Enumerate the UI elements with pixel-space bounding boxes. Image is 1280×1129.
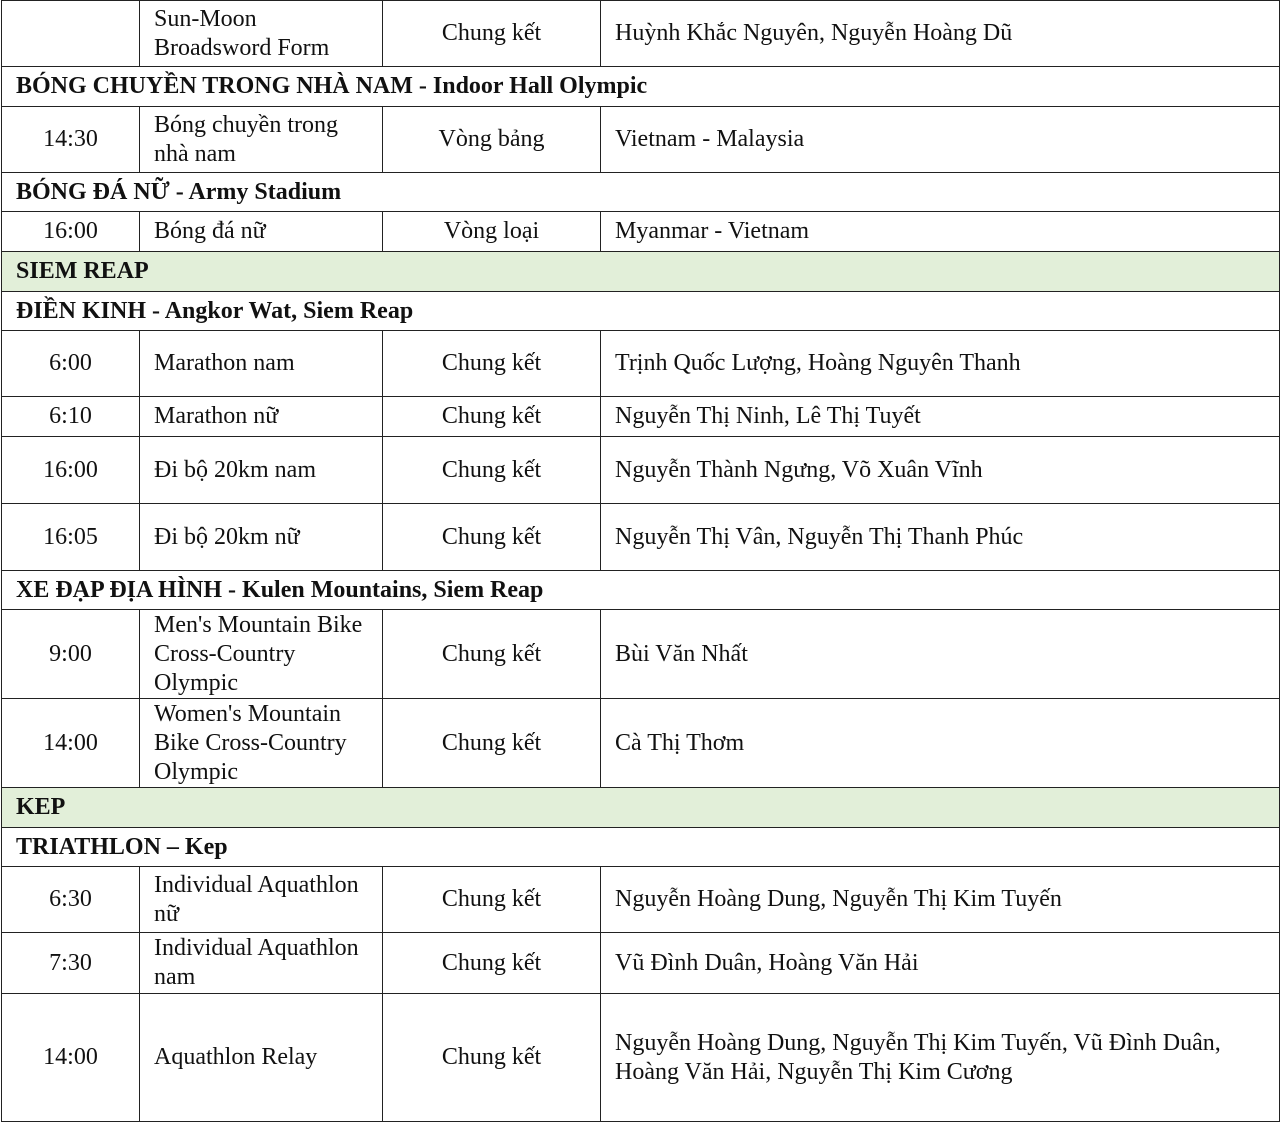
event-cell: Women's Mountain Bike Cross-Country Olympic	[140, 699, 383, 788]
athletes-cell: Nguyễn Hoàng Dung, Nguyễn Thị Kim Tuyến	[601, 867, 1280, 933]
time-cell: 14:00	[2, 994, 140, 1122]
stage-cell: Chung kết	[383, 504, 601, 571]
stage-cell: Chung kết	[383, 994, 601, 1122]
time-cell: 6:00	[2, 331, 140, 397]
time-cell: 9:00	[2, 610, 140, 699]
stage-cell: Chung kết	[383, 867, 601, 933]
event-row	[2, 397, 1280, 437]
city-header: KEP	[2, 788, 1280, 828]
time-cell: 16:05	[2, 504, 140, 571]
event-cell: Bóng đá nữ	[140, 212, 383, 252]
athletes-cell: Huỳnh Khắc Nguyên, Nguyễn Hoàng Dũ	[601, 1, 1280, 67]
athletes-cell: Vietnam - Malaysia	[601, 107, 1280, 173]
event-cell: Đi bộ 20km nữ	[140, 504, 383, 571]
event-cell: Đi bộ 20km nam	[140, 437, 383, 504]
event-row	[2, 331, 1280, 397]
time-cell: 7:30	[2, 933, 140, 994]
event-row	[2, 867, 1280, 933]
event-row	[2, 212, 1280, 252]
time-cell: 16:00	[2, 212, 140, 252]
sport-header: BÓNG ĐÁ NỮ - Army Stadium	[2, 173, 1280, 212]
event-cell: Individual Aquathlon nữ	[140, 867, 383, 933]
event-row	[2, 933, 1280, 994]
sport-header-row	[2, 292, 1280, 331]
athletes-cell: Vũ Đình Duân, Hoàng Văn Hải	[601, 933, 1280, 994]
athletes-cell: Bùi Văn Nhất	[601, 610, 1280, 699]
event-cell: Aquathlon Relay	[140, 994, 383, 1122]
stage-cell: Chung kết	[383, 933, 601, 994]
sport-header-row	[2, 173, 1280, 212]
city-header-row	[2, 788, 1280, 828]
event-row	[2, 1, 1280, 67]
city-header-row	[2, 252, 1280, 292]
athletes-cell: Nguyễn Hoàng Dung, Nguyễn Thị Kim Tuyến, Vũ Đình Duân, Hoàng Văn Hải, Nguyễn Thị Kim Cương	[601, 994, 1280, 1122]
event-cell: Men's Mountain Bike Cross-Country Olympic	[140, 610, 383, 699]
event-cell: Sun-Moon Broadsword Form	[140, 1, 383, 67]
event-row	[2, 504, 1280, 571]
athletes-cell: Nguyễn Thị Ninh, Lê Thị Tuyết	[601, 397, 1280, 437]
athletes-cell: Cà Thị Thơm	[601, 699, 1280, 788]
sport-header: TRIATHLON – Kep	[2, 828, 1280, 867]
event-row	[2, 610, 1280, 699]
schedule-table	[1, 0, 1280, 1122]
city-header: SIEM REAP	[2, 252, 1280, 292]
event-cell: Individual Aquathlon nam	[140, 933, 383, 994]
event-row	[2, 994, 1280, 1122]
stage-cell: Vòng loại	[383, 212, 601, 252]
time-cell: 6:30	[2, 867, 140, 933]
event-row	[2, 437, 1280, 504]
stage-cell: Chung kết	[383, 1, 601, 67]
stage-cell: Chung kết	[383, 610, 601, 699]
time-cell: 14:00	[2, 699, 140, 788]
athletes-cell: Nguyễn Thị Vân, Nguyễn Thị Thanh Phúc	[601, 504, 1280, 571]
stage-cell: Chung kết	[383, 437, 601, 504]
time-cell	[2, 1, 140, 67]
event-cell: Marathon nam	[140, 331, 383, 397]
sport-header: XE ĐẠP ĐỊA HÌNH - Kulen Mountains, Siem Reap	[2, 571, 1280, 610]
stage-cell: Chung kết	[383, 699, 601, 788]
sport-header: BÓNG CHUYỀN TRONG NHÀ NAM - Indoor Hall Olympic	[2, 67, 1280, 107]
event-row	[2, 699, 1280, 788]
athletes-cell: Trịnh Quốc Lượng, Hoàng Nguyên Thanh	[601, 331, 1280, 397]
stage-cell: Chung kết	[383, 331, 601, 397]
athletes-cell: Nguyễn Thành Ngưng, Võ Xuân Vĩnh	[601, 437, 1280, 504]
time-cell: 6:10	[2, 397, 140, 437]
event-cell: Marathon nữ	[140, 397, 383, 437]
sport-header-row	[2, 828, 1280, 867]
stage-cell: Vòng bảng	[383, 107, 601, 173]
event-row	[2, 107, 1280, 173]
event-cell: Bóng chuyền trong nhà nam	[140, 107, 383, 173]
sport-header-row	[2, 67, 1280, 107]
time-cell: 14:30	[2, 107, 140, 173]
sport-header: ĐIỀN KINH - Angkor Wat, Siem Reap	[2, 292, 1280, 331]
athletes-cell: Myanmar - Vietnam	[601, 212, 1280, 252]
time-cell: 16:00	[2, 437, 140, 504]
stage-cell: Chung kết	[383, 397, 601, 437]
sport-header-row	[2, 571, 1280, 610]
